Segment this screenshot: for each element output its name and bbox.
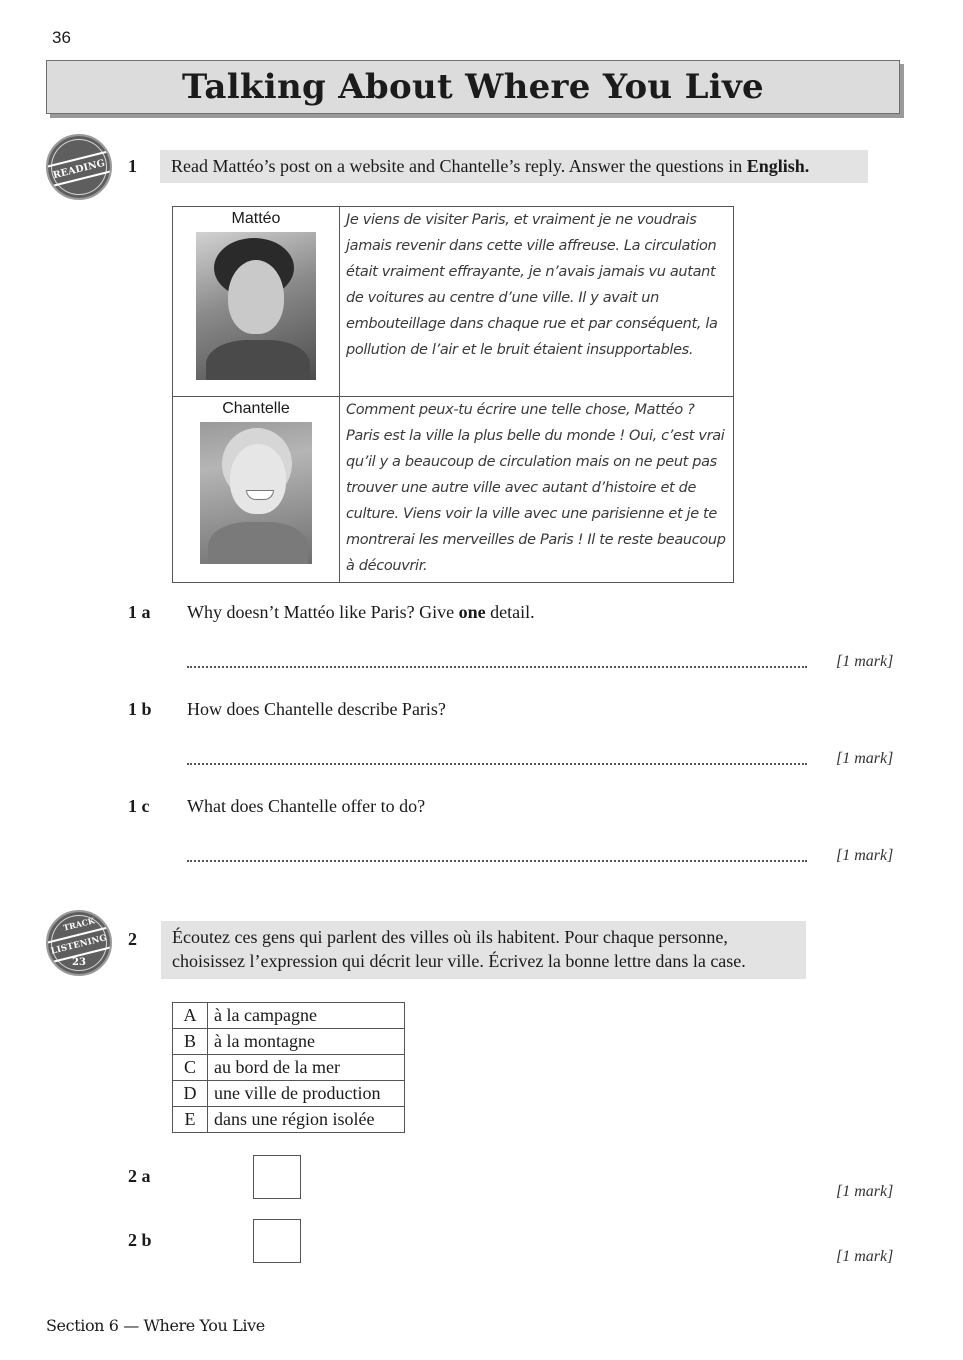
post-row-chantelle [173, 397, 734, 583]
option-text: dans une région isolée [208, 1107, 405, 1133]
option-row [173, 1003, 405, 1029]
subquestion-label: 1 b [128, 699, 152, 719]
answer-box-2a[interactable] [253, 1155, 301, 1199]
answer-line-1b[interactable] [187, 761, 807, 765]
author-name: Mattéo [231, 210, 281, 227]
subquestion-label: 2 b [128, 1230, 152, 1250]
option-row [173, 1081, 405, 1107]
page-number: 36 [52, 28, 71, 47]
title-banner [46, 60, 900, 114]
option-letter: B [173, 1029, 208, 1055]
subquestion-label: 1 c [128, 796, 150, 816]
question-2-instruction [161, 921, 806, 979]
reading-badge-label: READING [46, 149, 112, 188]
subquestion-label: 2 a [128, 1166, 151, 1186]
option-row [173, 1029, 405, 1055]
mark-label: [1 mark] [836, 1248, 894, 1265]
mark-label: [1 mark] [836, 847, 894, 864]
option-text: à la campagne [208, 1003, 405, 1029]
subquestion-label: 1 a [128, 602, 151, 622]
post-text: Comment peux-tu écrire une telle chose, Mattéo ? Paris est la ville la plus belle du monde ! Oui, c’est vrai qu’il y a beaucoup de circulation mais on ne peut pas trouver une autre ville avec autant d’histoire et de culture. Viens voir la ville avec une parisienne et je te montrerai les merveilles de Paris ! Il te reste beaucoup à découvrir. [346, 402, 726, 574]
question-1-instruction [160, 150, 868, 183]
listening-track-badge-icon [46, 910, 112, 976]
option-letter: D [173, 1081, 208, 1107]
instruction-line-2: choisissez l’expression qui décrit leur ville. Écrivez la bonne lettre dans la case. [172, 951, 746, 971]
question-2-number: 2 [128, 929, 137, 949]
section-footer: Section 6 — Where You Live [46, 1316, 265, 1335]
author-name: Chantelle [222, 400, 290, 417]
post-text-cell [340, 397, 734, 583]
mark-label: [1 mark] [836, 653, 894, 670]
mark-label: [1 mark] [836, 1183, 894, 1200]
option-text: à la montagne [208, 1029, 405, 1055]
option-letter: C [173, 1055, 208, 1081]
male-portrait-photo [196, 232, 316, 380]
instruction-text: Read Mattéo’s post on a website and Chantelle’s reply. Answer the questions in [171, 156, 747, 176]
option-text: une ville de production [208, 1081, 405, 1107]
instruction-line-1: Écoutez ces gens qui parlent des villes où ils habitent. Pour chaque personne, [172, 927, 728, 947]
subquestion-text: What does Chantelle offer to do? [187, 796, 426, 816]
posts-table [172, 206, 734, 583]
option-letter: E [173, 1107, 208, 1133]
answer-line-1c[interactable] [187, 858, 807, 862]
option-row [173, 1055, 405, 1081]
mark-label: [1 mark] [836, 750, 894, 767]
badge-listening-label: LISTENING [46, 925, 112, 964]
badge-track-label: TRACK [62, 915, 96, 933]
answer-line-1a[interactable] [187, 664, 807, 668]
subquestion-text: How does Chantelle describe Paris? [187, 699, 446, 719]
option-text: au bord de la mer [208, 1055, 405, 1081]
female-portrait-photo [200, 422, 312, 564]
reading-badge-icon [46, 134, 112, 200]
post-row-matteo [173, 207, 734, 397]
post-text-cell [340, 207, 734, 397]
answer-box-2b[interactable] [253, 1219, 301, 1263]
post-text: Je viens de visiter Paris, et vraiment je ne voudrais jamais revenir dans cette ville affreuse. La circulation était vraiment effrayante, je n’avais jamais vu autant de voitures au centre d’une ville. Il y avait un embouteillage dans chaque rue et par conséquent, la pollution de l’air et le bruit étaient insupportables. [346, 212, 718, 358]
option-row [173, 1107, 405, 1133]
option-letter: A [173, 1003, 208, 1029]
options-table [172, 1002, 405, 1133]
page-title: Talking About Where You Live [182, 67, 764, 107]
instruction-bold: English. [746, 156, 810, 176]
author-cell [173, 397, 340, 583]
badge-track-number: 23 [72, 957, 86, 968]
author-cell [173, 207, 340, 397]
subquestion-text: Why doesn’t Mattéo like Paris? Give one detail. [187, 602, 535, 622]
question-1-number: 1 [128, 156, 137, 176]
